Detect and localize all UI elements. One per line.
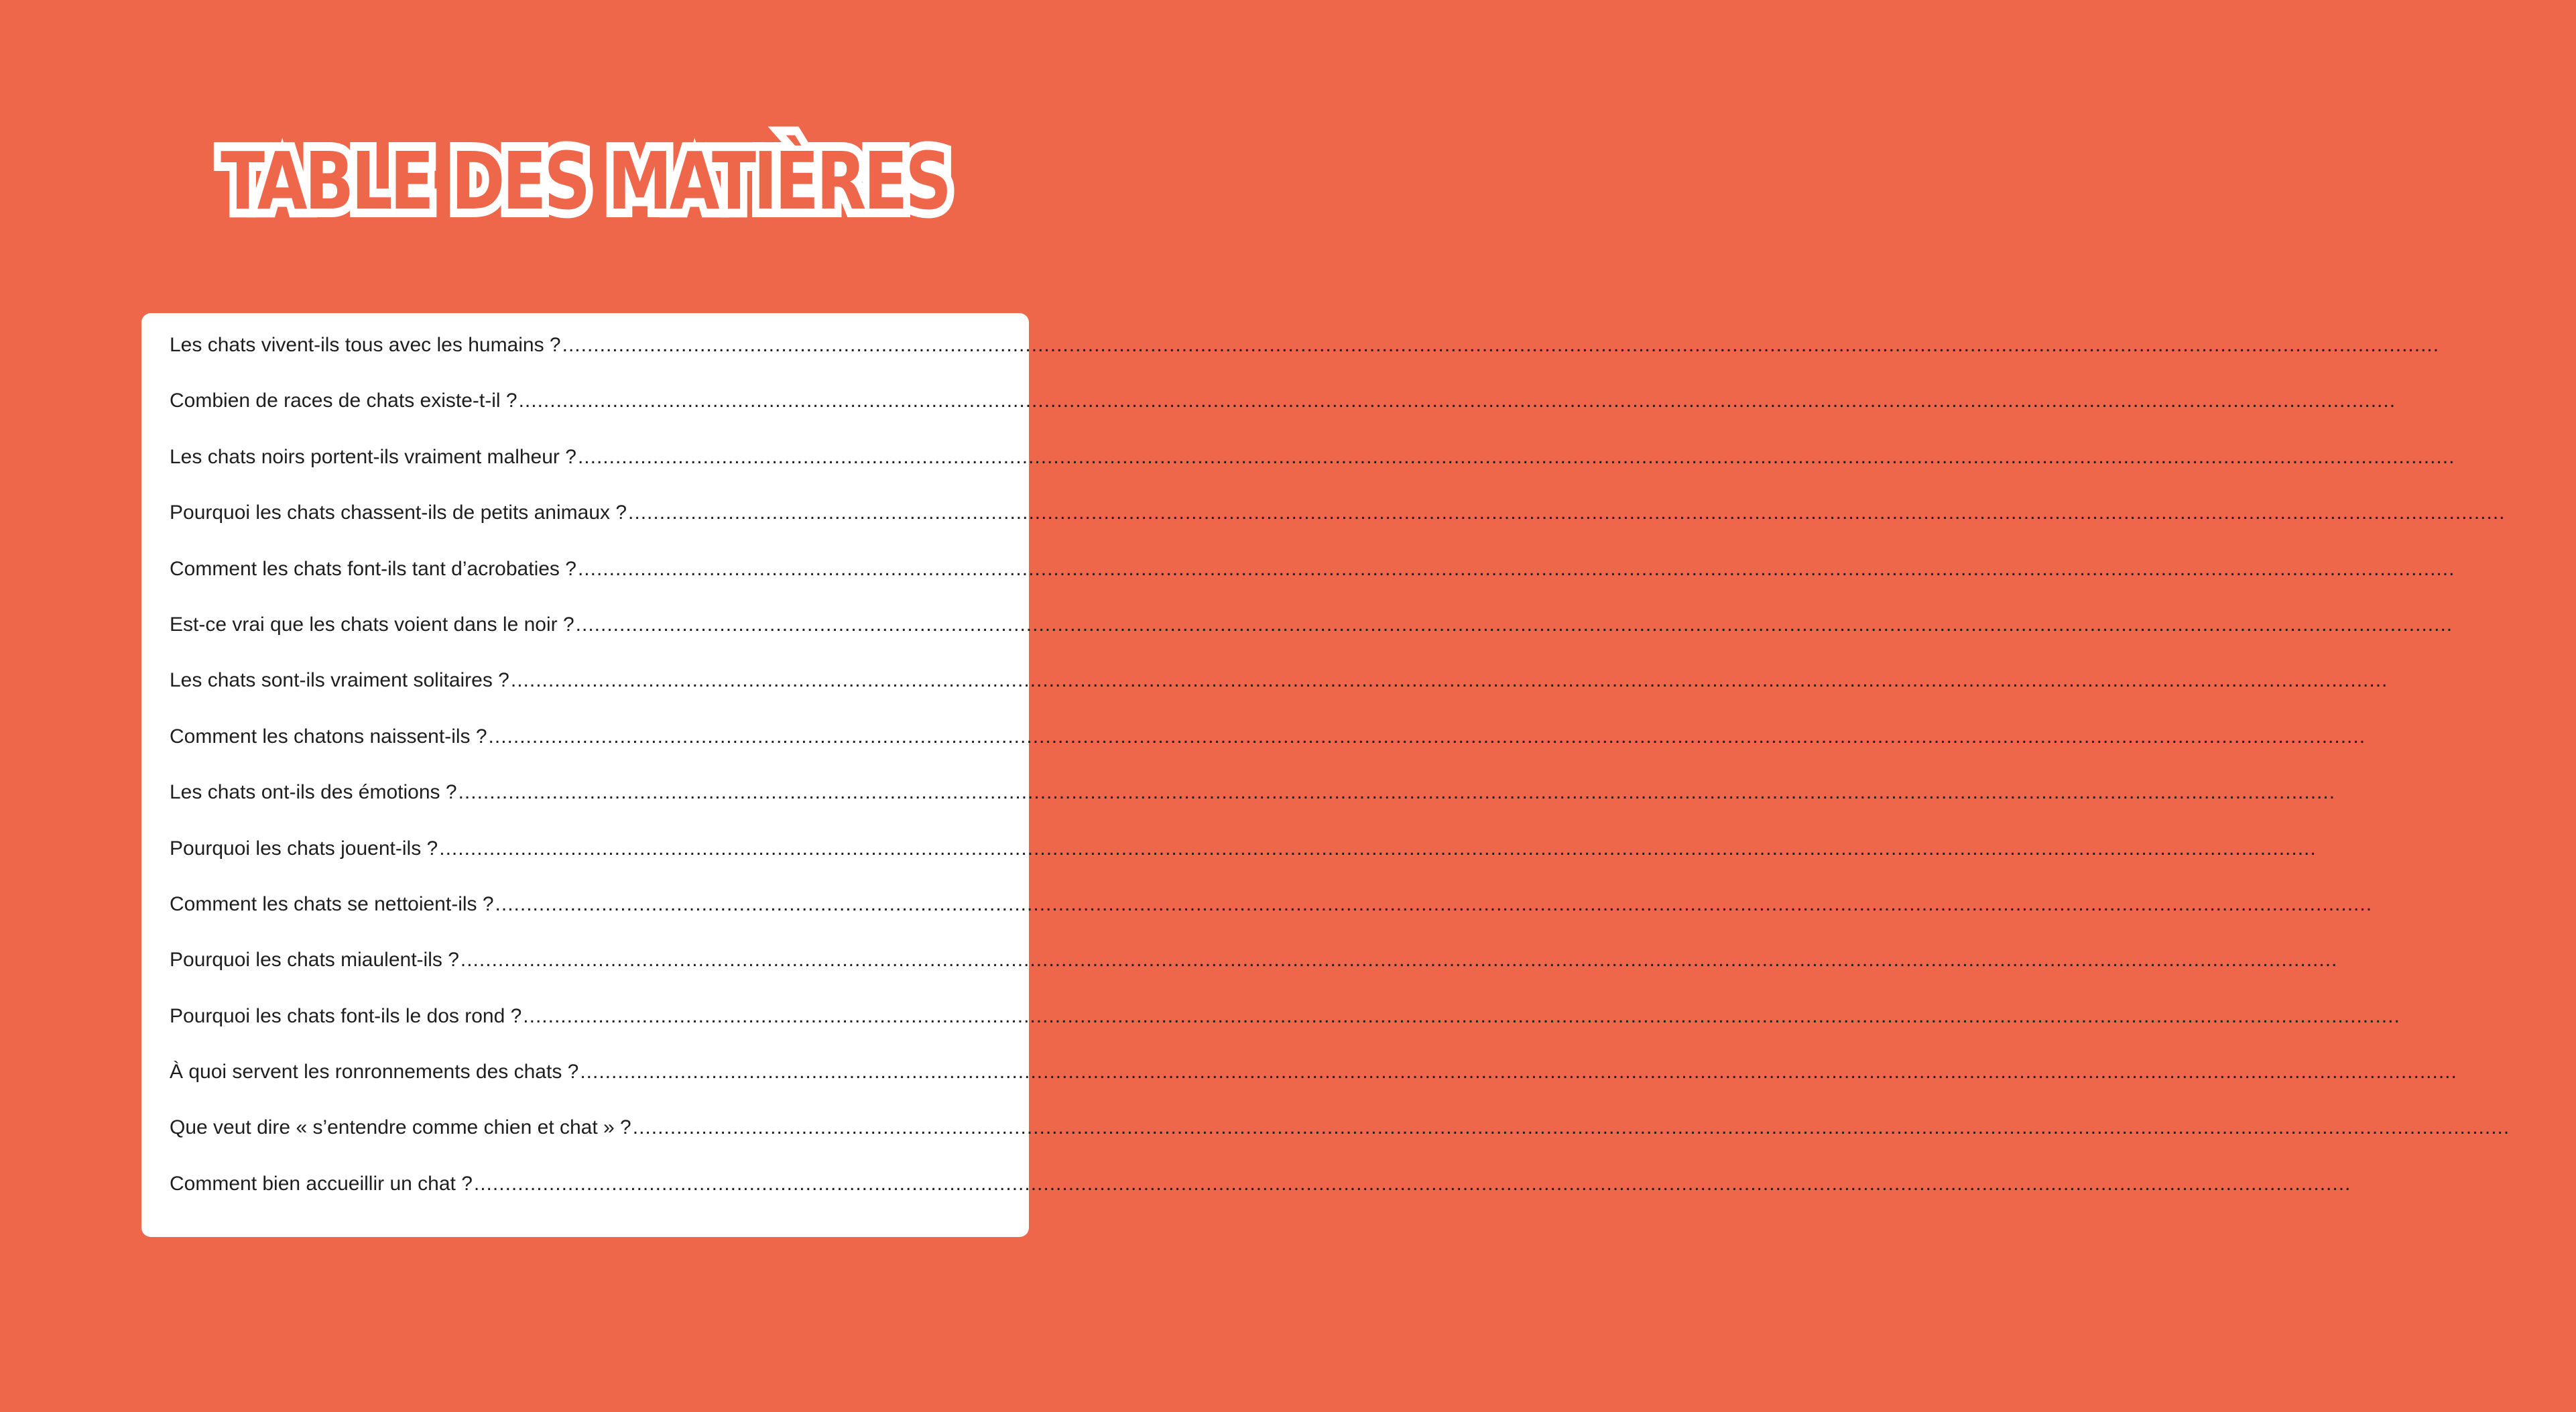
toc-entry[interactable] (170, 607, 2519, 663)
dot-leader: ............................................................................................................................................................................................................................................................................................................ (632, 1116, 2510, 1139)
toc-page-number: P. 10 (2518, 495, 2571, 526)
toc-entry[interactable] (170, 663, 2454, 719)
toc-question: Les chats noirs portent-ils vraiment malheur ? (170, 445, 576, 468)
dot-leader: ............................................................................................................................................................................................................................................................................................................ (575, 613, 2453, 636)
toc-entry[interactable] (170, 1110, 2576, 1166)
toc-page-number: P. 26 (2350, 943, 2404, 973)
dot-leader: ............................................................................................................................................................................................................................................................................................................ (473, 1172, 2351, 1195)
toc-page-number: P. 14 (2465, 607, 2519, 637)
dot-leader: ............................................................................................................................................................................................................................................................................................................ (458, 781, 2336, 804)
toc-question: À quoi servent les ronronnements des chats ? (170, 1061, 579, 1083)
dot-leader: ............................................................................................................................................................................................................................................................................................................ (488, 725, 2366, 748)
toc-entry[interactable] (170, 384, 2445, 439)
dot-leader: ............................................................................................................................................................................................................................................................................................................ (523, 1004, 2400, 1027)
dot-leader: ............................................................................................................................................................................................................................................................................................................ (439, 837, 2317, 860)
toc-page-number: P. 12 (2467, 551, 2521, 581)
toc-question: Comment les chatons naissent-ils ? (170, 725, 487, 748)
page-title: TABLE DES MATIÈRES (221, 135, 949, 227)
toc-page-number: P. 24 (2385, 886, 2439, 917)
toc-question: Pourquoi les chats font-ils le dos rond ? (170, 1004, 522, 1027)
toc-entry[interactable] (170, 775, 2402, 831)
toc-question: Les chats vivent-ils tous avec les humains ? (170, 334, 561, 356)
toc-entry[interactable] (170, 551, 2521, 607)
toc-question: Pourquoi les chats jouent-ils ? (170, 837, 438, 860)
toc-question: Comment les chats se nettoient-ils ? (170, 892, 494, 915)
toc-page-number: P. 34 (2364, 1166, 2417, 1196)
dot-leader: ............................................................................................................................................................................................................................................................................................................ (628, 502, 2506, 524)
toc-entry[interactable] (170, 886, 2439, 943)
toc-entry[interactable] (170, 328, 2489, 384)
dot-leader: ............................................................................................................................................................................................................................................................................................................ (518, 390, 2396, 412)
dot-leader: ............................................................................................................................................................................................................................................................................................................ (562, 334, 2440, 356)
toc-question: Les chats ont-ils des émotions ? (170, 781, 457, 804)
toc-entry[interactable] (170, 943, 2404, 998)
toc-entry[interactable] (170, 1055, 2524, 1110)
toc-question: Pourquoi les chats miaulent-ils ? (170, 949, 459, 972)
toc-page-number: P. 28 (2413, 998, 2467, 1028)
toc-page-number: P. 20 (2348, 775, 2402, 805)
dot-leader: ............................................................................................................................................................................................................................................................................................................ (577, 557, 2455, 580)
toc-question: Comment les chats font-ils tant d’acrobaties ? (170, 557, 576, 580)
toc-page-number: P. 16 (2400, 663, 2454, 693)
toc-page-number: P. 30 (2470, 1055, 2524, 1085)
dot-leader: ............................................................................................................................................................................................................................................................................................................ (580, 1061, 2457, 1083)
toc-page-number: P. 22 (2329, 831, 2383, 861)
toc-page-number: P. 18 (2378, 719, 2432, 749)
toc-page-number: P. 6 (2405, 384, 2445, 414)
toc-question: Comment bien accueillir un chat ? (170, 1172, 473, 1195)
dot-leader: ............................................................................................................................................................................................................................................................................................................ (577, 445, 2455, 468)
toc-entry[interactable] (170, 1166, 2417, 1222)
toc-page-number: P. 32 (2522, 1110, 2576, 1140)
toc-card (141, 313, 2576, 1237)
toc-question: Les chats sont-ils vraiment solitaires ? (170, 669, 509, 692)
dot-leader: ............................................................................................................................................................................................................................................................................................................ (460, 949, 2338, 972)
toc-entry[interactable] (170, 998, 2467, 1055)
dot-leader: ............................................................................................................................................................................................................................................................................................................ (495, 892, 2373, 915)
toc-entry[interactable] (170, 831, 2383, 887)
dot-leader: ............................................................................................................................................................................................................................................................................................................ (510, 669, 2388, 692)
toc-entry[interactable] (170, 719, 2432, 775)
toc-list (170, 328, 2576, 1222)
toc-question: Est-ce vrai que les chats voient dans le noir ? (170, 613, 574, 636)
toc-page-number: P. 8 (2465, 439, 2504, 469)
toc-entry[interactable] (170, 439, 2504, 495)
toc-question: Combien de races de chats existe-t-il ? (170, 390, 517, 412)
toc-question: Pourquoi les chats chassent-ils de petits animaux ? (170, 502, 627, 524)
toc-question: Que veut dire « s’entendre comme chien et chat » ? (170, 1116, 631, 1139)
toc-entry[interactable] (170, 495, 2571, 551)
toc-page-number: P. 4 (2449, 328, 2489, 357)
